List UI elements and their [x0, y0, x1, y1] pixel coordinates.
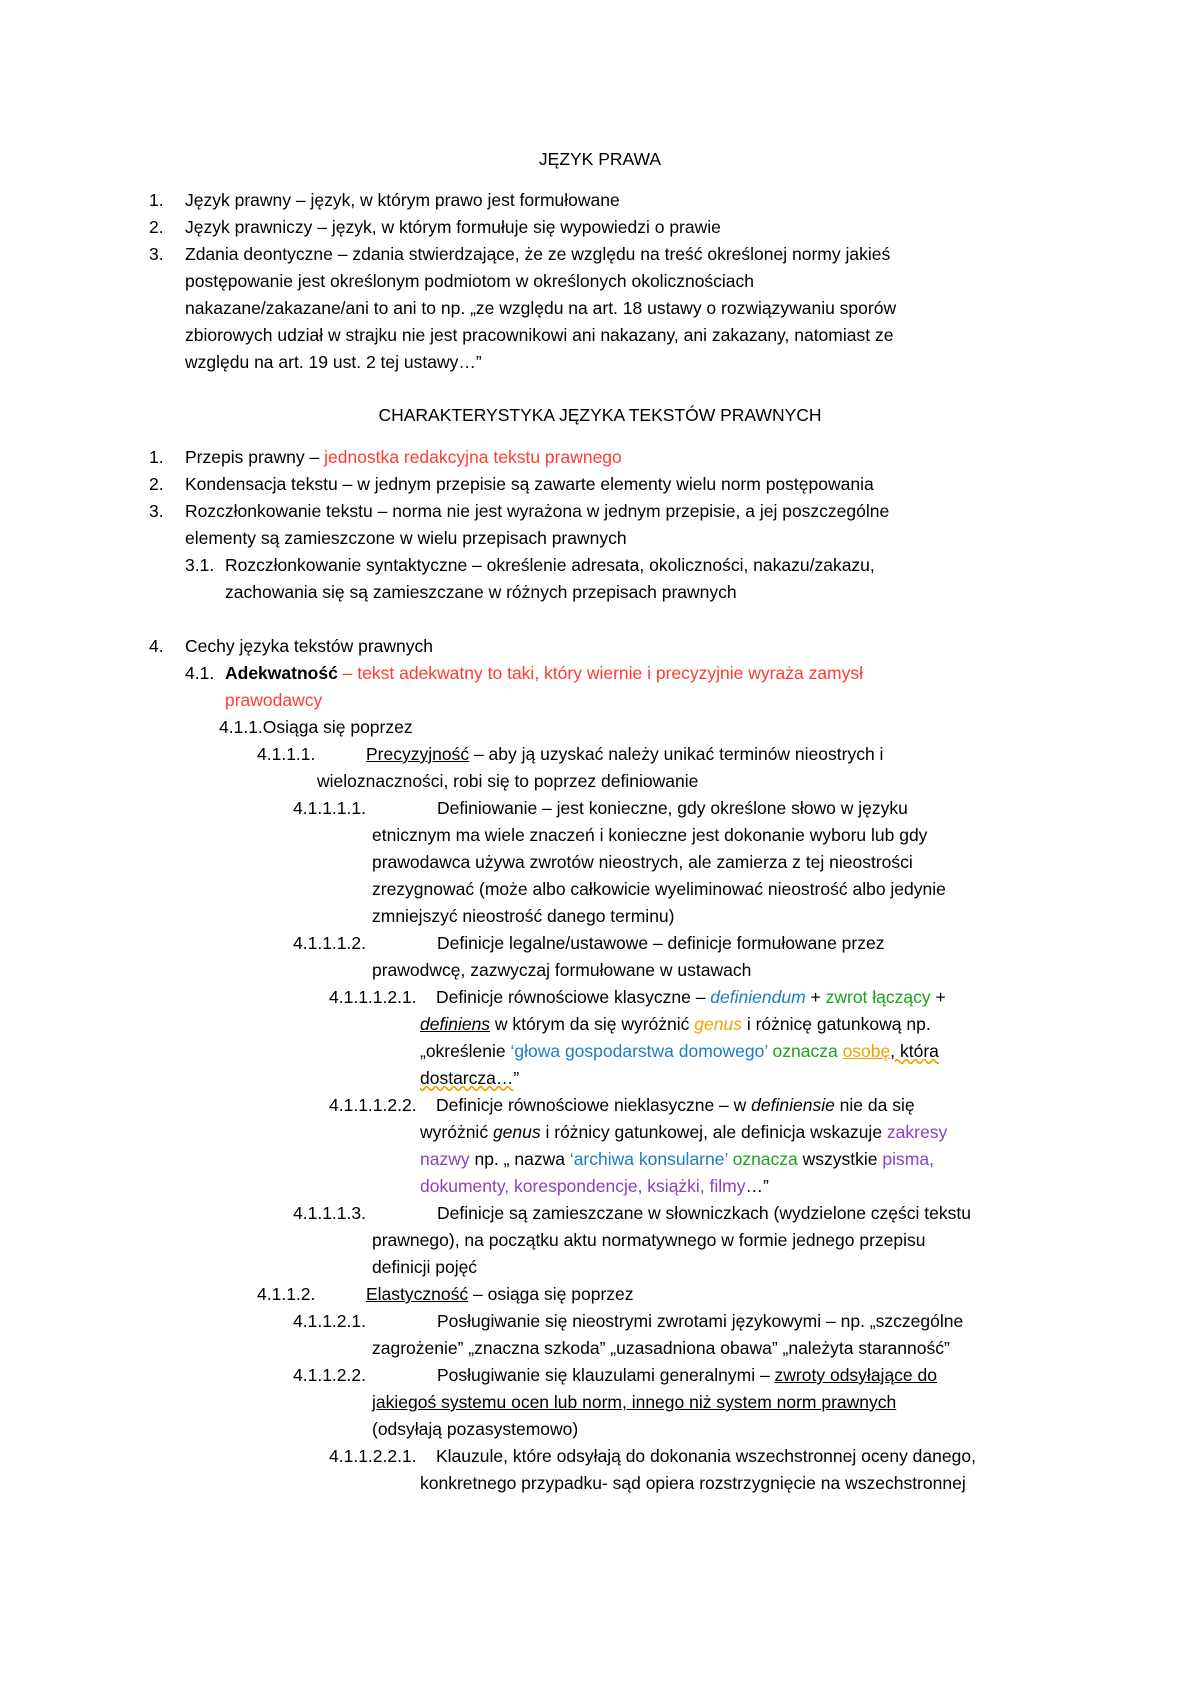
list-item-line: prawnego), na początku aktu normatywnego w formie jednego przepisu — [372, 1230, 926, 1250]
section-heading: CHARAKTERYSTYKA JĘZYKA TEKSTÓW PRAWNYCH — [378, 405, 822, 425]
list-number: 1. — [149, 190, 164, 210]
list-item-line: Adekwatność – tekst adekwatny to taki, który wiernie i precyzyjnie wyraża zamysł — [225, 663, 864, 683]
list-item-line: dostarcza…” — [420, 1068, 520, 1088]
list-item-line: zbiorowych udział w strajku nie jest pracownikowi ani nakazany, ani zakazany, natomiast ze — [185, 325, 894, 345]
list-number: 4.1.1.1. — [257, 744, 316, 764]
list-item-line: Posługiwanie się nieostrymi zwrotami językowymi – np. „szczególne — [437, 1311, 964, 1331]
list-item-line: Definiowanie – jest konieczne, gdy określone słowo w języku — [437, 798, 908, 818]
list-item-line: jakiegoś systemu ocen lub norm, innego niż system norm prawnych — [372, 1392, 897, 1412]
list-item-line: etnicznym ma wiele znaczeń i konieczne jest dokonanie wyboru lub gdy — [372, 825, 928, 845]
list-item-line: Klauzule, które odsyłają do dokonania wszechstronnej oceny danego, — [436, 1446, 976, 1466]
list-item-line: nazwy np. „ nazwa ‘archiwa konsularne’ oznacza wszystkie pisma, — [420, 1149, 934, 1169]
list-item: 4.1.1.Osiąga się poprzez — [219, 717, 413, 737]
list-number: 4.1.1.2. — [257, 1284, 316, 1304]
list-number: 2. — [149, 474, 164, 494]
list-item-line: definiens w którym da się wyróżnić genus i różnicę gatunkową np. — [420, 1014, 931, 1034]
list-item-line: Definicje równościowe klasyczne – definiendum + zwrot łączący + — [436, 987, 946, 1007]
list-number: 3. — [149, 501, 164, 521]
list-number: 4.1.1.1.3. — [293, 1203, 366, 1223]
list-item-line: „określenie ‘głowa gospodarstwa domowego’ oznacza osobę, która — [420, 1041, 939, 1061]
list-number: 4.1. — [185, 663, 215, 683]
list-item-line: prawodwcę, zazwyczaj formułowane w ustawach — [372, 960, 752, 980]
list-item: Język prawny – język, w którym prawo jest formułowane — [185, 190, 620, 210]
list-number: 4.1.1.2.1. — [293, 1311, 366, 1331]
list-number: 1. — [149, 447, 164, 467]
list-item-line: zmniejszyć nieostrość danego terminu) — [372, 906, 675, 926]
list-number: 4.1.1.2.2.1. — [329, 1446, 417, 1466]
list-item-line: Rozczłonkowanie tekstu – norma nie jest wyrażona w jednym przepisie, a jej poszczególne — [185, 501, 890, 521]
list-item: Cechy języka tekstów prawnych — [185, 636, 434, 656]
list-number: 4.1.1.1.2.1. — [329, 987, 417, 1007]
list-item-line: Definicje legalne/ustawowe – definicje formułowane przez — [437, 933, 885, 953]
list-item: Przepis prawny – jednostka redakcyjna tekstu prawnego — [185, 447, 622, 467]
list-item-line: konkretnego przypadku- sąd opiera rozstrzygnięcie na wszechstronnej — [420, 1473, 966, 1493]
list-number: 4.1.1.1.1. — [293, 798, 366, 818]
list-item-line: nakazane/zakazane/ani to ani to np. „ze względu na art. 18 ustawy o rozwiązywaniu sporów — [185, 298, 897, 318]
list-number: 4.1.1.1.2. — [293, 933, 366, 953]
list-item-line: prawodawcy — [225, 690, 323, 710]
list-item: Kondensacja tekstu – w jednym przepisie są zawarte elementy wielu norm postępowania — [185, 474, 874, 494]
list-number: 4. — [149, 636, 164, 656]
list-item-line: definicji pojęć — [372, 1257, 478, 1277]
list-item-line: elementy są zamieszczone w wielu przepisach prawnych — [185, 528, 627, 548]
list-item-line: zrezygnować (może albo całkowicie wyeliminować nieostrość albo jedynie — [372, 879, 946, 899]
list-item-line: prawodawca używa zwrotów nieostrych, ale zamierza z tej nieostrości — [372, 852, 913, 872]
list-item-line: postępowanie jest określonym podmiotom w określonych okolicznościach — [185, 271, 755, 291]
list-number: 4.1.1.2.2. — [293, 1365, 366, 1385]
list-item: Język prawniczy – język, w którym formułuje się wypowiedzi o prawie — [185, 217, 721, 237]
document-title: JĘZYK PRAWA — [538, 149, 662, 169]
list-item-line: zachowania się są zamieszczane w różnych przepisach prawnych — [225, 582, 737, 602]
list-number: 3. — [149, 244, 164, 264]
list-item-line: dokumenty, korespondencje, książki, filmy…” — [420, 1176, 769, 1196]
list-item-line: Posługiwanie się klauzulami generalnymi – zwroty odsyłające do — [437, 1365, 937, 1385]
list-item-line: względu na art. 19 ust. 2 tej ustawy…” — [185, 352, 482, 372]
list-number: 3.1. — [185, 555, 215, 575]
list-item-line: Definicje są zamieszczane w słowniczkach (wydzielone części tekstu — [437, 1203, 971, 1223]
list-item-line: Precyzyjność – aby ją uzyskać należy unikać terminów nieostrych i — [366, 744, 884, 764]
list-item-line: Definicje równościowe nieklasyczne – w definiensie nie da się — [436, 1095, 915, 1115]
list-item-line: wieloznaczności, robi się to poprzez definiowanie — [317, 771, 699, 791]
list-item-line: (odsyłają pozasystemowo) — [372, 1419, 579, 1439]
list-item-line: zagrożenie” „znaczna szkoda” „uzasadniona obawa” „należyta staranność” — [372, 1338, 950, 1358]
list-number: 4.1.1.1.2.2. — [329, 1095, 417, 1115]
list-item-line: Elastyczność – osiąga się poprzez — [366, 1284, 634, 1304]
list-number: 2. — [149, 217, 164, 237]
list-item-line: Zdania deontyczne – zdania stwierdzające, że ze względu na treść określonej normy jakieś — [185, 244, 891, 264]
list-item-line: Rozczłonkowanie syntaktyczne – określenie adresata, okoliczności, nakazu/zakazu, — [225, 555, 875, 575]
list-item-line: wyróżnić genus i różnicy gatunkowej, ale definicja wskazuje zakresy — [420, 1122, 948, 1142]
